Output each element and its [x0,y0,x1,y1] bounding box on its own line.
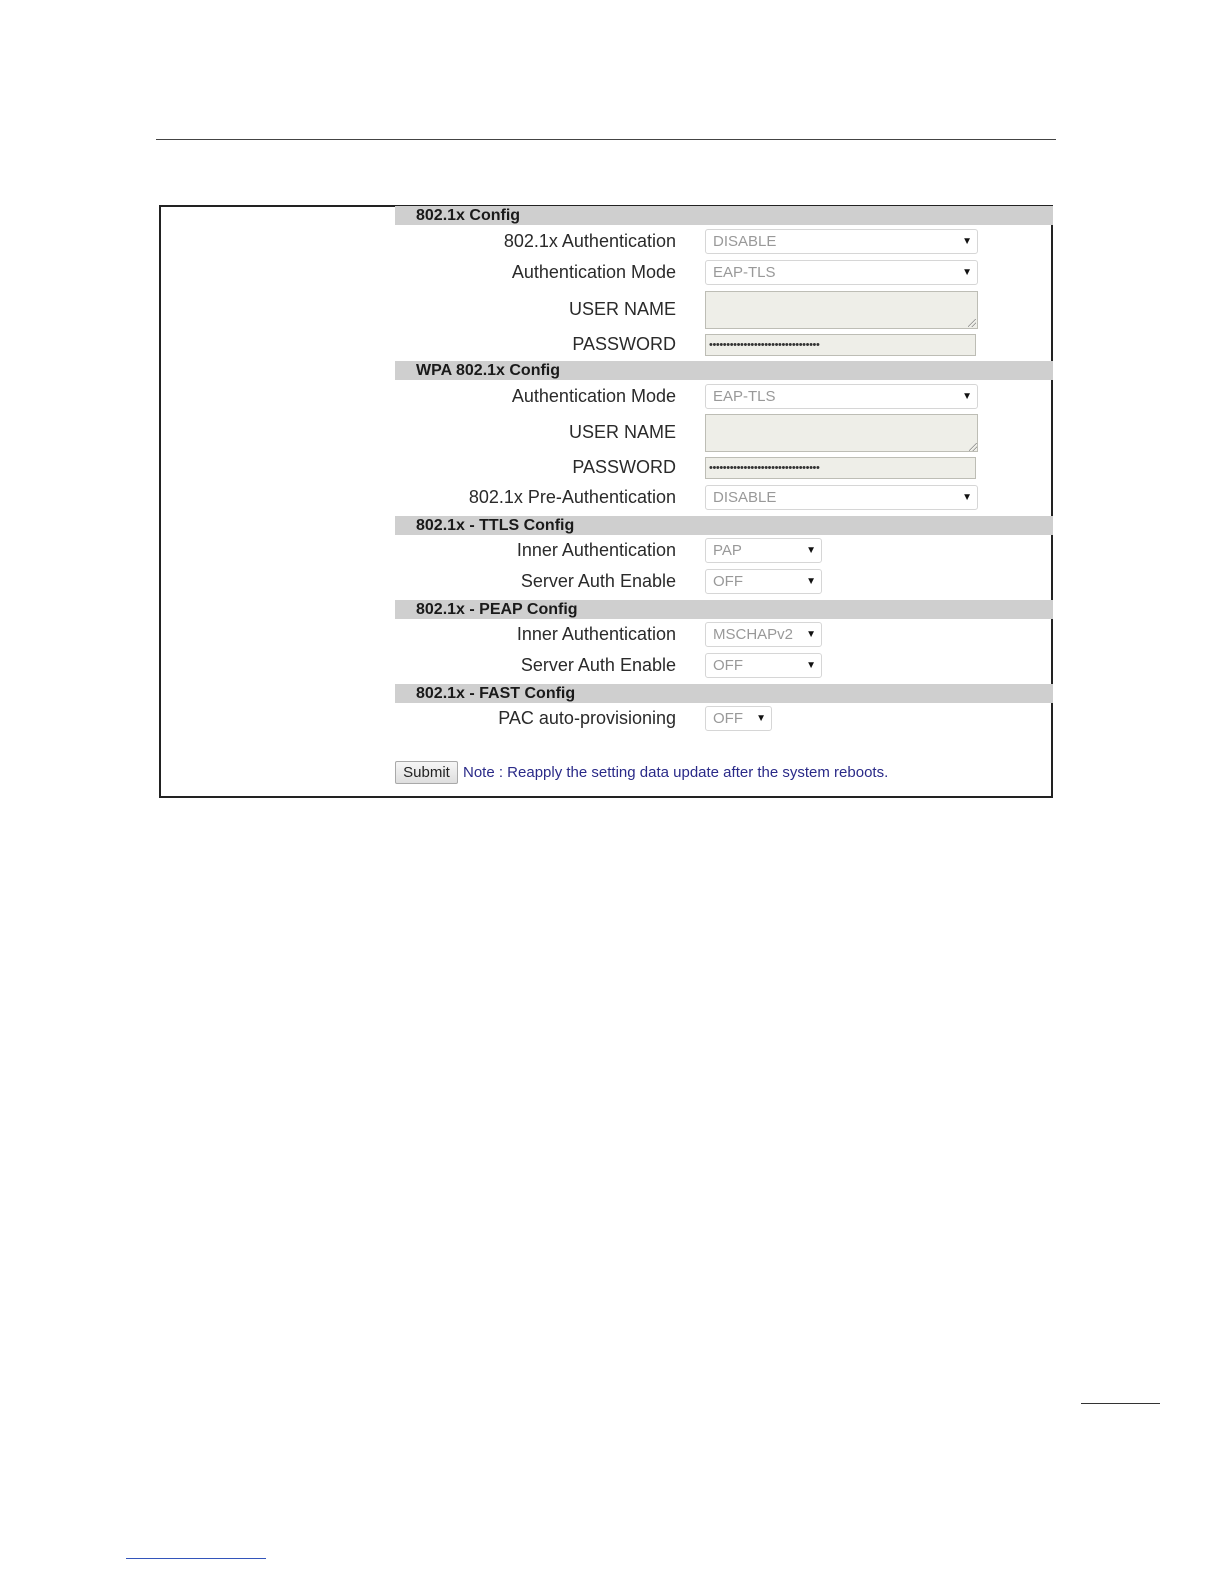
section-fast-config: 802.1x - FAST Config [395,684,1053,703]
wpa-username-label: USER NAME [568,422,676,442]
caret-down-icon: ▼ [806,545,816,556]
caret-down-icon: ▼ [962,391,972,402]
resize-grip-icon[interactable] [969,320,977,328]
dot1x-password-label: PASSWORD [572,334,676,354]
peap-server-label: Server Auth Enable [520,655,676,675]
ttls-inner-value: PAP [713,542,742,559]
submit-button[interactable]: Submit [395,761,458,784]
peap-inner-value: MSCHAPv2 [713,626,794,643]
caret-down-icon: ▼ [962,236,972,247]
dot1x-mode-label: Authentication Mode [511,262,676,282]
fast-pac-value: OFF [713,710,743,727]
caret-down-icon: ▼ [756,713,766,724]
dot1x-auth-value: DISABLE [713,233,777,250]
wpa-mode-label: Authentication Mode [511,386,676,406]
caret-down-icon: ▼ [806,629,816,640]
reboot-note: Note : Reapply the setting data update after the system reboots. [463,764,889,781]
resize-grip-icon[interactable] [969,443,977,451]
section-peap-config: 802.1x - PEAP Config [395,600,1053,619]
header-rule [156,139,1056,140]
dot1x-username-field[interactable] [705,291,978,329]
wpa-password-label: PASSWORD [572,457,676,477]
dot1x-mode-select[interactable] [705,260,978,285]
dot1x-auth-label: 802.1x Authentication [503,231,676,251]
caret-down-icon: ▼ [806,576,816,587]
wpa-preauth-value: DISABLE [713,489,777,506]
section-dot1x-config: 802.1x Config [395,206,1053,225]
peap-inner-select[interactable] [705,622,822,647]
section-ttls-config: 802.1x - TTLS Config [395,516,1053,535]
footer-rule [1081,1403,1160,1404]
peap-server-value: OFF [713,657,743,674]
ttls-inner-select[interactable] [705,538,822,563]
ttls-server-select[interactable] [705,569,822,594]
dot1x-mode-value: EAP-TLS [713,264,776,281]
dot1x-password-field[interactable]: •••••••••••••••••••••••••••••••• [705,334,976,356]
fast-pac-select[interactable] [705,706,772,731]
fast-pac-label: PAC auto-provisioning [498,708,676,728]
footer-link-underline [126,1558,266,1559]
dot1x-username-label: USER NAME [568,299,676,319]
peap-inner-label: Inner Authentication [516,624,676,644]
ttls-server-value: OFF [713,573,743,590]
wpa-mode-select[interactable] [705,384,978,409]
peap-server-select[interactable] [705,653,822,678]
wpa-username-field[interactable] [705,414,978,452]
dot1x-auth-select[interactable] [705,229,978,254]
caret-down-icon: ▼ [962,492,972,503]
section-wpa-config: WPA 802.1x Config [395,361,1053,380]
ttls-server-label: Server Auth Enable [520,571,676,591]
caret-down-icon: ▼ [806,660,816,671]
wpa-mode-value: EAP-TLS [713,388,776,405]
wpa-preauth-select[interactable] [705,485,978,510]
wpa-password-field[interactable]: •••••••••••••••••••••••••••••••• [705,457,976,479]
ttls-inner-label: Inner Authentication [516,540,676,560]
caret-down-icon: ▼ [962,267,972,278]
wpa-preauth-label: 802.1x Pre-Authentication [468,487,676,507]
